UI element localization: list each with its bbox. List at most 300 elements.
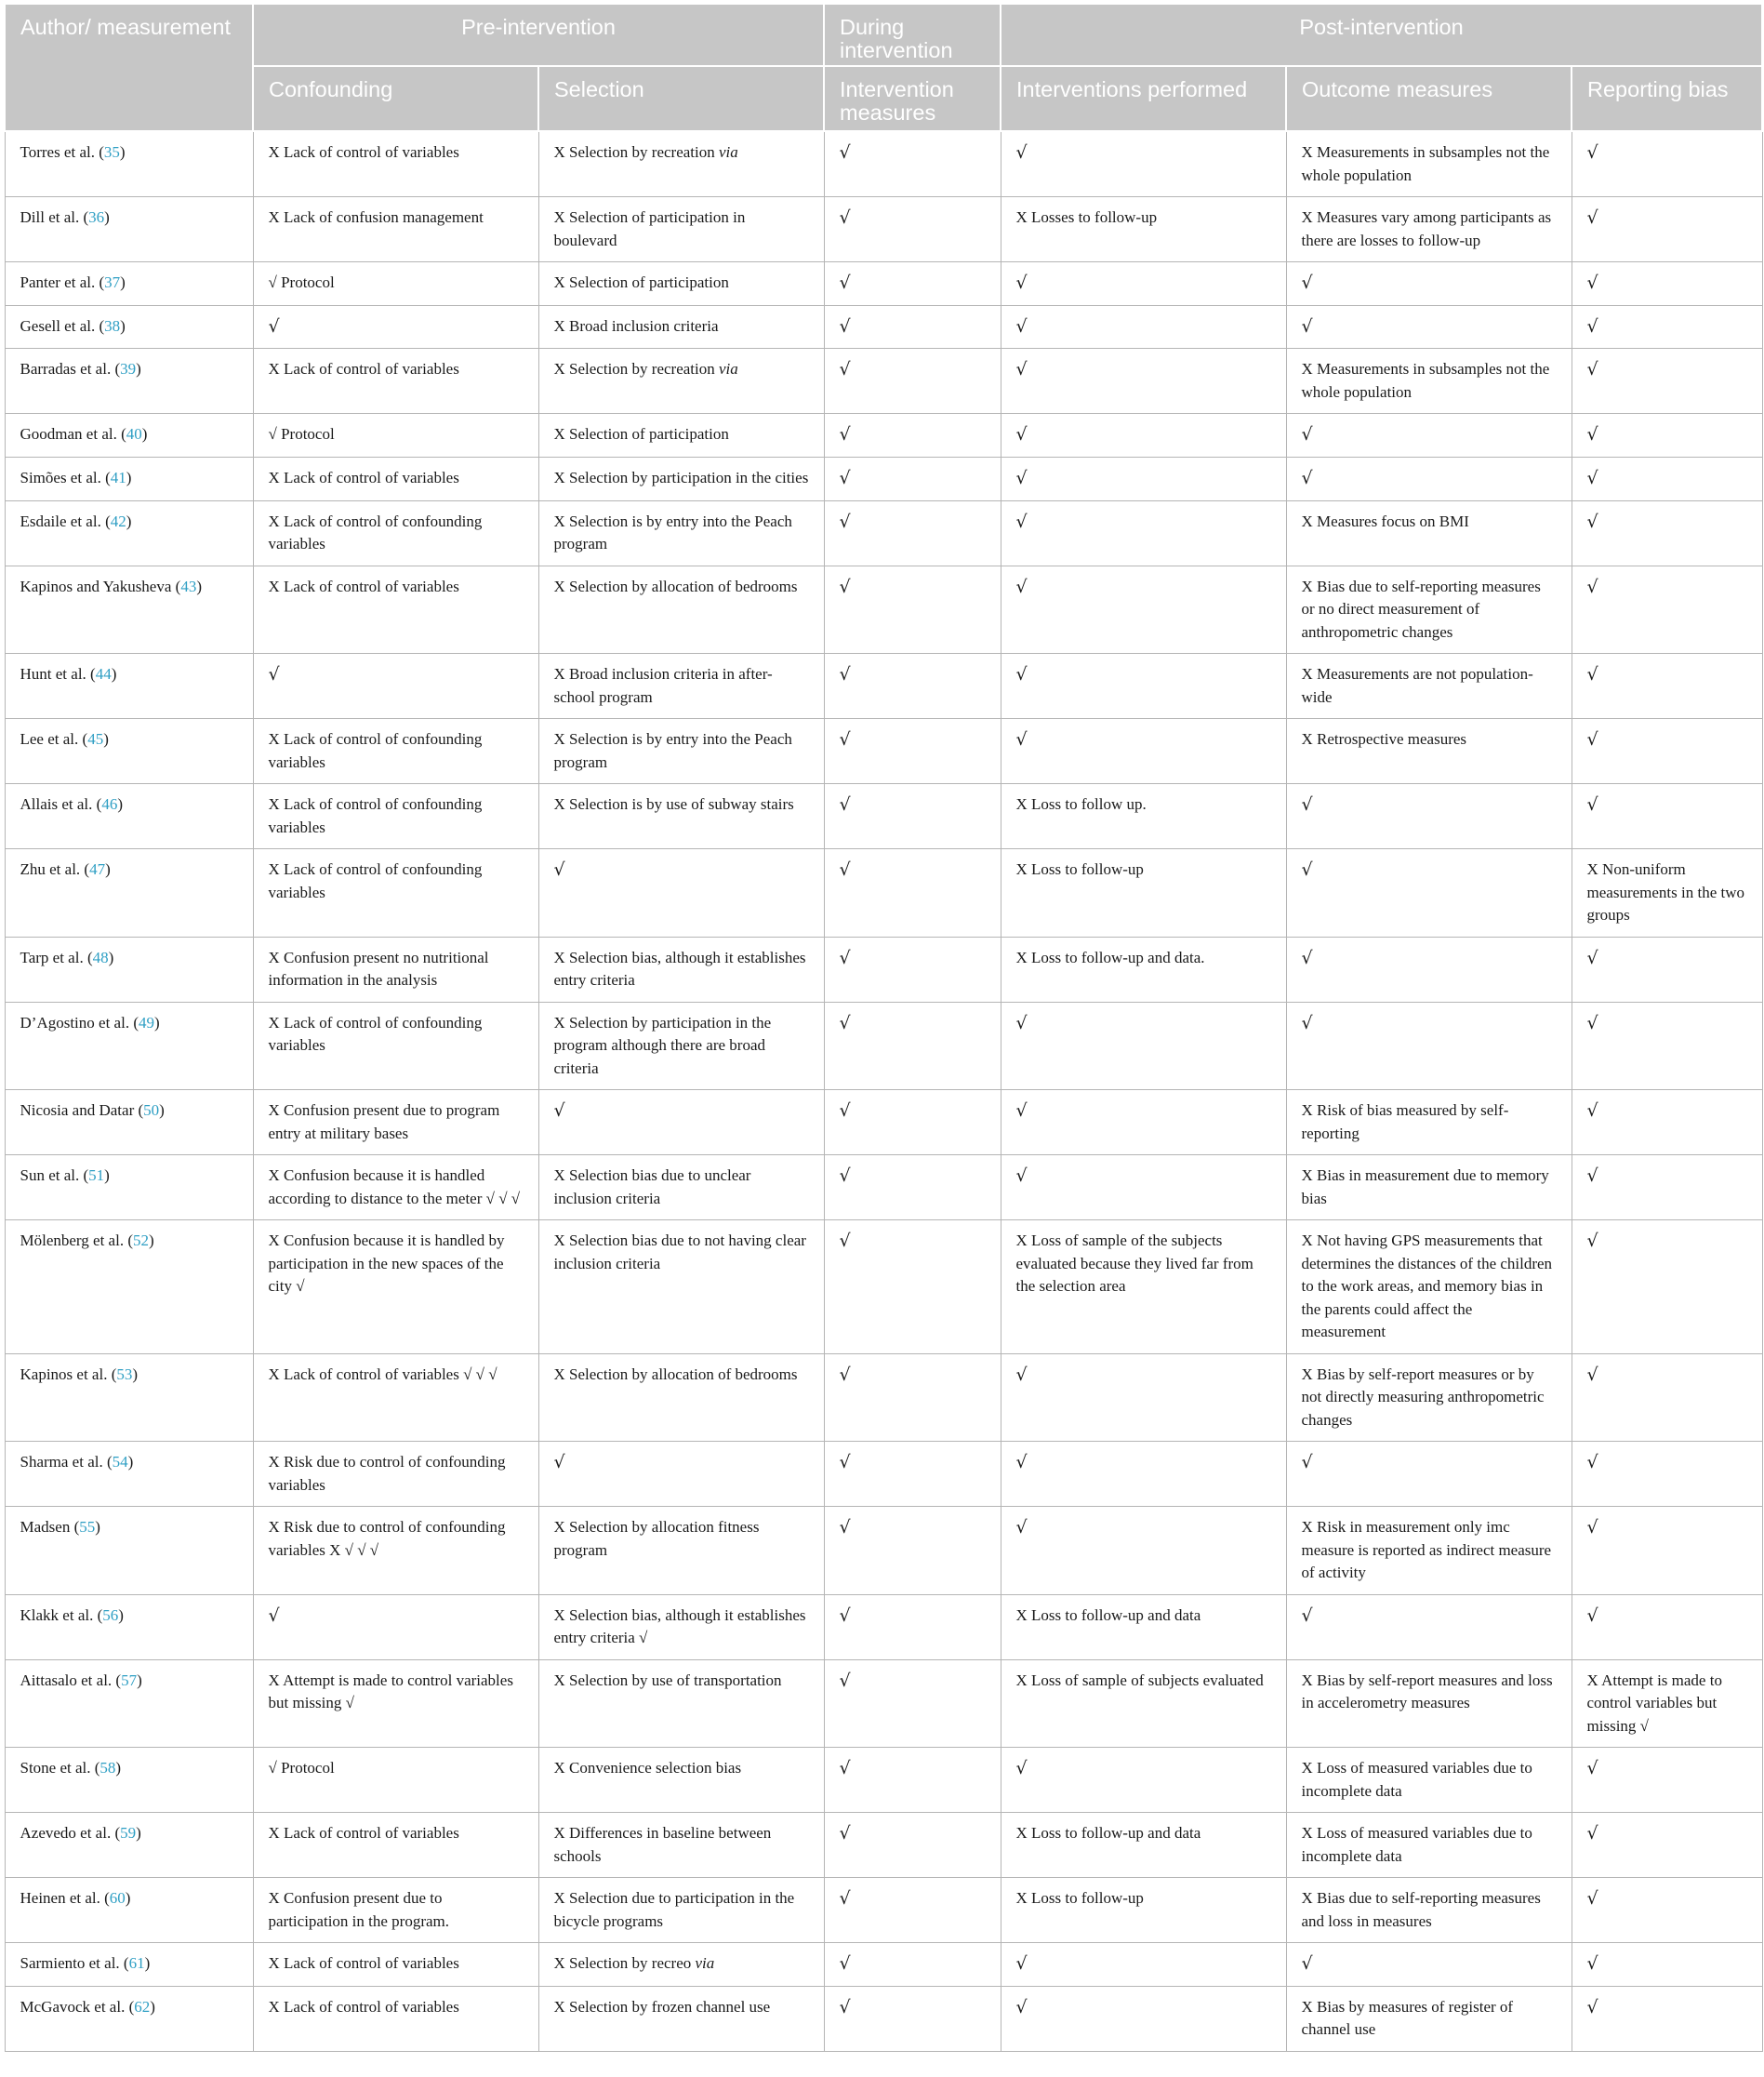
- cell-outcome-measures: [1286, 1090, 1572, 1155]
- reference-link[interactable]: 38: [104, 316, 121, 335]
- cell-intervention-measures: [824, 1155, 1001, 1220]
- reference-link[interactable]: 59: [120, 1824, 137, 1842]
- reference-link[interactable]: 49: [138, 1013, 154, 1032]
- cell-intervention-measures-text: √: [839, 947, 851, 968]
- cell-outcome-measures-text: X Bias by measures of register of channel use: [1301, 1997, 1514, 2038]
- cell-selection: [538, 566, 824, 654]
- cell-author: [5, 197, 253, 262]
- cell-confounding-text: X Risk due to control of confounding variables X √ √ √: [268, 1518, 506, 1559]
- cell-confounding-text: √ Protocol: [268, 1759, 335, 1777]
- cell-intervention-measures-text: √: [839, 1165, 851, 1186]
- table-row: [5, 849, 1762, 938]
- author-name: Nicosia and Datar (: [20, 1101, 144, 1119]
- cell-author: [5, 1813, 253, 1878]
- cell-reporting-bias-text: √: [1586, 664, 1598, 685]
- reference-link[interactable]: 57: [121, 1671, 138, 1689]
- cell-intervention-measures: [824, 1659, 1001, 1748]
- reference-link[interactable]: 37: [104, 273, 121, 291]
- cell-author: [5, 784, 253, 849]
- cell-confounding: [253, 719, 538, 784]
- cell-intervention-measures: [824, 654, 1001, 719]
- cell-confounding-text: X Lack of control of confounding variables: [268, 860, 483, 901]
- reference-link[interactable]: 53: [116, 1365, 133, 1383]
- cell-outcome-measures-text: X Bias due to self-reporting measures and loss in measures: [1301, 1889, 1541, 1930]
- cell-intervention-measures: [824, 305, 1001, 349]
- cell-reporting-bias-text: √: [1586, 1996, 1598, 2017]
- cell-interventions-performed: [1001, 414, 1286, 458]
- cell-confounding: [253, 349, 538, 414]
- close-paren: ): [148, 1232, 154, 1249]
- table-body: [5, 131, 1762, 2051]
- cell-reporting-bias: [1572, 197, 1762, 262]
- cell-reporting-bias-text: √: [1586, 1452, 1598, 1472]
- author-name: Madsen (: [20, 1518, 80, 1536]
- cell-selection-text: √: [553, 859, 565, 880]
- cell-intervention-measures-text: √: [839, 576, 851, 597]
- cell-intervention-measures-text: √: [839, 1517, 851, 1538]
- cell-outcome-measures: [1286, 566, 1572, 654]
- table-row: [5, 1986, 1762, 2051]
- author-name: Sharma et al. (: [20, 1453, 113, 1471]
- table-row: [5, 1090, 1762, 1155]
- cell-intervention-measures-text: √: [839, 424, 851, 445]
- cell-interventions-performed: [1001, 1594, 1286, 1659]
- cell-reporting-bias-text: √: [1586, 1012, 1598, 1033]
- close-paren: ): [104, 1166, 110, 1184]
- cell-author: [5, 849, 253, 938]
- close-paren: ): [120, 273, 126, 291]
- cell-selection-text: X Selection by allocation of bedrooms: [553, 577, 798, 595]
- selection-italic: via: [719, 143, 738, 161]
- cell-intervention-measures: [824, 1594, 1001, 1659]
- cell-reporting-bias: [1572, 349, 1762, 414]
- cell-interventions-performed: [1001, 1442, 1286, 1507]
- cell-intervention-measures-text: √: [839, 1953, 851, 1974]
- cell-author: [5, 1155, 253, 1220]
- reference-link[interactable]: 45: [87, 730, 104, 748]
- cell-intervention-measures-text: √: [839, 1100, 851, 1121]
- cell-reporting-bias: [1572, 719, 1762, 784]
- cell-selection-text: X Selection by recreo: [553, 1954, 696, 1972]
- cell-author: [5, 457, 253, 500]
- cell-interventions-performed-text: X Losses to follow-up: [1015, 208, 1158, 226]
- reference-link[interactable]: 41: [110, 468, 126, 486]
- cell-confounding: [253, 1002, 538, 1090]
- cell-author: [5, 654, 253, 719]
- cell-outcome-measures: [1286, 937, 1572, 1002]
- cell-selection: [538, 457, 824, 500]
- table-row: [5, 1220, 1762, 1354]
- cell-intervention-measures: [824, 1090, 1001, 1155]
- cell-selection-text: X Selection bias due to unclear inclusion criteria: [553, 1166, 751, 1207]
- table-row: [5, 457, 1762, 500]
- cell-author: [5, 1507, 253, 1595]
- cell-confounding-text: X Lack of control of confounding variables: [268, 512, 483, 553]
- cell-confounding-text: X Lack of control of variables: [268, 143, 459, 161]
- close-paren: ): [159, 1101, 165, 1119]
- cell-author: [5, 1220, 253, 1354]
- cell-selection: [538, 1659, 824, 1748]
- cell-selection-text: X Selection by frozen channel use: [553, 1997, 771, 2016]
- cell-reporting-bias-text: X Non-uniform measurements in the two groups: [1586, 860, 1745, 924]
- cell-reporting-bias: [1572, 1090, 1762, 1155]
- cell-outcome-measures: [1286, 1813, 1572, 1878]
- cell-outcome-measures-text: X Measurements in subsamples not the whole population: [1301, 143, 1550, 184]
- cell-selection: [538, 1594, 824, 1659]
- cell-intervention-measures: [824, 262, 1001, 306]
- cell-interventions-performed-text: √: [1015, 424, 1028, 445]
- cell-interventions-performed: [1001, 1090, 1286, 1155]
- reference-link[interactable]: 44: [95, 665, 112, 683]
- cell-confounding: [253, 262, 538, 306]
- close-paren: ): [127, 1453, 134, 1471]
- cell-author: [5, 1943, 253, 1987]
- cell-author: [5, 1002, 253, 1090]
- cell-reporting-bias-text: √: [1586, 794, 1598, 815]
- cell-selection: [538, 1748, 824, 1813]
- cell-selection: [538, 197, 824, 262]
- cell-intervention-measures: [824, 1986, 1001, 2051]
- cell-reporting-bias: [1572, 1220, 1762, 1354]
- cell-selection-text: X Selection is by entry into the Peach program: [553, 512, 792, 553]
- author-name: Kapinos et al. (: [20, 1365, 117, 1383]
- author-name: Heinen et al. (: [20, 1889, 110, 1907]
- cell-interventions-performed-text: √: [1015, 315, 1028, 337]
- cell-confounding-text: X Lack of control of variables: [268, 1824, 459, 1842]
- cell-outcome-measures: [1286, 305, 1572, 349]
- cell-interventions-performed: [1001, 1002, 1286, 1090]
- cell-outcome-measures: [1286, 1943, 1572, 1987]
- cell-reporting-bias: [1572, 1002, 1762, 1090]
- reference-link[interactable]: 50: [143, 1101, 160, 1119]
- cell-interventions-performed-text: √: [1015, 1012, 1028, 1033]
- table-row: [5, 566, 1762, 654]
- cell-interventions-performed: [1001, 1878, 1286, 1943]
- cell-reporting-bias: [1572, 654, 1762, 719]
- close-paren: ): [137, 1671, 142, 1689]
- cell-reporting-bias: [1572, 1659, 1762, 1748]
- cell-selection: [538, 1943, 824, 1987]
- table-row: [5, 197, 1762, 262]
- cell-outcome-measures-text: X Bias due to self-reporting measures or no direct measurement of anthropometric changes: [1301, 577, 1541, 641]
- cell-confounding: [253, 1353, 538, 1442]
- cell-confounding-text: X Lack of control of variables: [268, 360, 459, 378]
- reference-link[interactable]: 48: [92, 948, 109, 966]
- cell-author: [5, 1090, 253, 1155]
- cell-interventions-performed: [1001, 1220, 1286, 1354]
- cell-confounding-text: √: [268, 1604, 280, 1626]
- cell-confounding-text: X Confusion present due to program entry at military bases: [268, 1101, 500, 1142]
- cell-interventions-performed: [1001, 719, 1286, 784]
- author-name: Sarmiento et al. (: [20, 1954, 129, 1972]
- cell-intervention-measures-text: √: [839, 142, 851, 163]
- cell-intervention-measures-text: √: [839, 511, 851, 532]
- cell-interventions-performed-text: X Loss to follow-up and data.: [1015, 948, 1205, 966]
- cell-reporting-bias: [1572, 1813, 1762, 1878]
- table-row: [5, 1353, 1762, 1442]
- close-paren: ): [141, 425, 148, 443]
- reference-link[interactable]: 55: [79, 1518, 96, 1536]
- reference-link[interactable]: 58: [99, 1759, 116, 1777]
- cell-outcome-measures-text: X Retrospective measures: [1301, 730, 1467, 748]
- author-name: Tarp et al. (: [20, 948, 93, 966]
- cell-confounding-text: X Lack of control of variables: [268, 468, 459, 486]
- cell-confounding: [253, 1659, 538, 1748]
- cell-interventions-performed-text: X Loss to follow-up and data: [1015, 1824, 1201, 1842]
- cell-confounding-text: √: [268, 664, 280, 685]
- reference-link[interactable]: 62: [134, 1997, 151, 2016]
- cell-reporting-bias-text: √: [1586, 467, 1598, 488]
- cell-selection: [538, 305, 824, 349]
- cell-author: [5, 414, 253, 458]
- cell-selection: [538, 1813, 824, 1878]
- cell-intervention-measures-text: √: [839, 729, 851, 750]
- header-pre-intervention: Pre-intervention: [253, 4, 824, 66]
- reference-link[interactable]: 39: [120, 360, 137, 378]
- cell-reporting-bias-text: √: [1586, 359, 1598, 379]
- cell-selection-text: X Selection of participation: [553, 273, 729, 291]
- cell-interventions-performed-text: √: [1015, 359, 1028, 379]
- cell-confounding: [253, 784, 538, 849]
- cell-outcome-measures-text: X Bias in measurement due to memory bias: [1301, 1166, 1549, 1207]
- cell-outcome-measures: [1286, 414, 1572, 458]
- cell-interventions-performed-text: X Loss to follow-up: [1015, 860, 1144, 878]
- reference-link[interactable]: 52: [132, 1232, 149, 1249]
- table-row: [5, 131, 1762, 197]
- close-paren: ): [136, 360, 141, 378]
- cell-selection: [538, 784, 824, 849]
- cell-selection-text: X Selection by use of transportation: [553, 1671, 782, 1689]
- author-name: Torres et al. (: [20, 143, 104, 161]
- cell-reporting-bias-text: √: [1586, 1823, 1598, 1844]
- author-name: Simões et al. (: [20, 468, 111, 486]
- cell-reporting-bias-text: √: [1586, 315, 1598, 337]
- cell-outcome-measures: [1286, 1353, 1572, 1442]
- cell-outcome-measures: [1286, 1507, 1572, 1595]
- cell-outcome-measures: [1286, 1986, 1572, 2051]
- cell-selection: [538, 1002, 824, 1090]
- reference-link[interactable]: 35: [103, 143, 120, 161]
- table-row: [5, 654, 1762, 719]
- cell-intervention-measures: [824, 719, 1001, 784]
- cell-confounding: [253, 566, 538, 654]
- cell-reporting-bias-text: √: [1586, 1953, 1598, 1974]
- reference-link[interactable]: 40: [126, 425, 142, 443]
- cell-outcome-measures-text: X Measurements in subsamples not the whole population: [1301, 360, 1550, 401]
- author-name: Sun et al. (: [20, 1166, 89, 1184]
- cell-confounding: [253, 654, 538, 719]
- cell-outcome-measures: [1286, 849, 1572, 938]
- header-outcome-measures: Outcome measures: [1286, 66, 1572, 131]
- cell-reporting-bias: [1572, 1943, 1762, 1987]
- cell-confounding-text: √ Protocol: [268, 425, 335, 443]
- cell-outcome-measures: [1286, 1442, 1572, 1507]
- cell-confounding-text: √: [268, 315, 280, 337]
- cell-outcome-measures-text: X Loss of measured variables due to incomplete data: [1301, 1759, 1532, 1800]
- cell-author: [5, 1878, 253, 1943]
- cell-reporting-bias: [1572, 1155, 1762, 1220]
- cell-outcome-measures: [1286, 262, 1572, 306]
- cell-interventions-performed-text: √: [1015, 1996, 1028, 2017]
- cell-intervention-measures: [824, 500, 1001, 566]
- close-paren: ): [125, 1889, 131, 1907]
- reference-link[interactable]: 56: [102, 1605, 119, 1624]
- cell-outcome-measures-text: √: [1301, 859, 1313, 880]
- cell-author: [5, 305, 253, 349]
- reference-link[interactable]: 42: [110, 512, 126, 530]
- cell-reporting-bias-text: X Attempt is made to control variables but missing √: [1586, 1671, 1722, 1735]
- cell-confounding: [253, 1813, 538, 1878]
- author-name: Aittasalo et al. (: [20, 1671, 122, 1689]
- cell-confounding-text: X Confusion present no nutritional information in the analysis: [268, 948, 489, 989]
- close-paren: ): [144, 1954, 151, 1972]
- close-paren: ): [111, 665, 117, 683]
- close-paren: ): [196, 577, 202, 595]
- header-row-2: [5, 66, 1762, 131]
- cell-intervention-measures: [824, 131, 1001, 197]
- cell-author: [5, 1986, 253, 2051]
- header-row-1: [5, 4, 1762, 66]
- cell-intervention-measures-text: √: [839, 1012, 851, 1033]
- close-paren: ): [136, 1824, 141, 1842]
- cell-intervention-measures-text: √: [839, 207, 851, 228]
- cell-confounding: [253, 131, 538, 197]
- reference-link[interactable]: 43: [180, 577, 197, 595]
- cell-reporting-bias-text: √: [1586, 1888, 1598, 1909]
- cell-outcome-measures: [1286, 349, 1572, 414]
- cell-reporting-bias-text: √: [1586, 424, 1598, 445]
- cell-author: [5, 500, 253, 566]
- cell-interventions-performed-text: X Loss of sample of the subjects evaluated because they lived far from the selection area: [1015, 1232, 1253, 1295]
- cell-outcome-measures: [1286, 1155, 1572, 1220]
- cell-intervention-measures-text: √: [839, 467, 851, 488]
- close-paren: ): [105, 860, 111, 878]
- cell-outcome-measures: [1286, 1878, 1572, 1943]
- cell-interventions-performed: [1001, 457, 1286, 500]
- cell-selection: [538, 1878, 824, 1943]
- cell-selection-text: √: [553, 1452, 565, 1472]
- author-name: Hunt et al. (: [20, 665, 96, 683]
- header-post-intervention: Post-intervention: [1001, 4, 1762, 66]
- close-paren: ): [115, 1759, 122, 1777]
- cell-outcome-measures-text: X Not having GPS measurements that determines the distances of the children to the work areas, and memory bias in the parents could affect the measurement: [1301, 1232, 1553, 1340]
- cell-reporting-bias-text: √: [1586, 1364, 1598, 1385]
- cell-reporting-bias: [1572, 1442, 1762, 1507]
- header-selection: Selection: [538, 66, 824, 131]
- cell-selection: [538, 719, 824, 784]
- cell-outcome-measures: [1286, 1748, 1572, 1813]
- cell-confounding-text: X Confusion because it is handled according to distance to the meter √ √ √: [268, 1166, 521, 1207]
- table-row: [5, 1155, 1762, 1220]
- cell-intervention-measures: [824, 414, 1001, 458]
- cell-confounding: [253, 1220, 538, 1354]
- reference-link[interactable]: 47: [89, 860, 106, 878]
- cell-confounding-text: X Lack of control of variables: [268, 1954, 459, 1972]
- close-paren: ): [126, 468, 132, 486]
- header-intervention-measures: Intervention measures: [824, 66, 1001, 131]
- reference-link[interactable]: 54: [112, 1453, 128, 1471]
- cell-selection: [538, 414, 824, 458]
- cell-author: [5, 131, 253, 197]
- author-name: Klakk et al. (: [20, 1605, 103, 1624]
- cell-interventions-performed: [1001, 1155, 1286, 1220]
- cell-interventions-performed: [1001, 1748, 1286, 1813]
- cell-selection: [538, 849, 824, 938]
- table-row: [5, 1594, 1762, 1659]
- cell-author: [5, 566, 253, 654]
- cell-reporting-bias-text: √: [1586, 576, 1598, 597]
- cell-interventions-performed: [1001, 500, 1286, 566]
- reference-link[interactable]: 36: [88, 208, 105, 226]
- cell-interventions-performed-text: √: [1015, 664, 1028, 685]
- author-name: Allais et al. (: [20, 795, 102, 813]
- cell-confounding-text: X Lack of confusion management: [268, 208, 484, 226]
- cell-interventions-performed: [1001, 849, 1286, 938]
- table-row: [5, 349, 1762, 414]
- cell-intervention-measures-text: √: [839, 1996, 851, 2017]
- cell-intervention-measures: [824, 197, 1001, 262]
- cell-selection: [538, 131, 824, 197]
- header-confounding: Confounding: [253, 66, 538, 131]
- cell-selection-text: X Selection of participation: [553, 425, 729, 443]
- cell-reporting-bias: [1572, 1748, 1762, 1813]
- cell-intervention-measures: [824, 1442, 1001, 1507]
- cell-reporting-bias: [1572, 500, 1762, 566]
- cell-reporting-bias-text: √: [1586, 1100, 1598, 1121]
- cell-interventions-performed-text: √: [1015, 729, 1028, 750]
- close-paren: ): [153, 1013, 160, 1032]
- cell-intervention-measures-text: √: [839, 1670, 851, 1691]
- author-name: Lee et al. (: [20, 730, 88, 748]
- reference-link[interactable]: 51: [88, 1166, 105, 1184]
- cell-selection: [538, 349, 824, 414]
- author-name: Gesell et al. (: [20, 316, 105, 335]
- table-row: [5, 414, 1762, 458]
- cell-confounding-text: X Lack of control of confounding variables: [268, 795, 483, 836]
- cell-interventions-performed: [1001, 262, 1286, 306]
- cell-outcome-measures: [1286, 197, 1572, 262]
- cell-selection-text: X Selection by recreation: [553, 360, 719, 378]
- cell-intervention-measures: [824, 1878, 1001, 1943]
- reference-link[interactable]: 60: [109, 1889, 126, 1907]
- cell-outcome-measures-text: X Loss of measured variables due to incomplete data: [1301, 1824, 1532, 1865]
- cell-intervention-measures: [824, 1353, 1001, 1442]
- cell-interventions-performed-text: X Loss to follow-up and data: [1015, 1605, 1201, 1624]
- close-paren: ): [95, 1518, 100, 1536]
- cell-interventions-performed: [1001, 566, 1286, 654]
- cell-author: [5, 262, 253, 306]
- cell-interventions-performed-text: √: [1015, 576, 1028, 597]
- cell-selection-text: X Selection is by use of subway stairs: [553, 795, 794, 813]
- cell-confounding: [253, 414, 538, 458]
- cell-intervention-measures: [824, 784, 1001, 849]
- cell-confounding-text: X Lack of control of variables √ √ √: [268, 1365, 497, 1383]
- cell-intervention-measures-text: √: [839, 1823, 851, 1844]
- cell-intervention-measures: [824, 937, 1001, 1002]
- cell-selection: [538, 937, 824, 1002]
- reference-link[interactable]: 61: [128, 1954, 145, 1972]
- cell-outcome-measures: [1286, 1220, 1572, 1354]
- cell-selection-text: X Selection bias due to not having clear inclusion criteria: [553, 1232, 806, 1272]
- cell-selection: [538, 654, 824, 719]
- reference-link[interactable]: 46: [101, 795, 118, 813]
- selection-italic: via: [719, 360, 738, 378]
- cell-reporting-bias: [1572, 566, 1762, 654]
- cell-intervention-measures: [824, 1943, 1001, 1987]
- cell-intervention-measures-text: √: [839, 1758, 851, 1778]
- cell-outcome-measures-text: X Measurements are not population-wide: [1301, 665, 1533, 706]
- author-name: Panter et al. (: [20, 273, 105, 291]
